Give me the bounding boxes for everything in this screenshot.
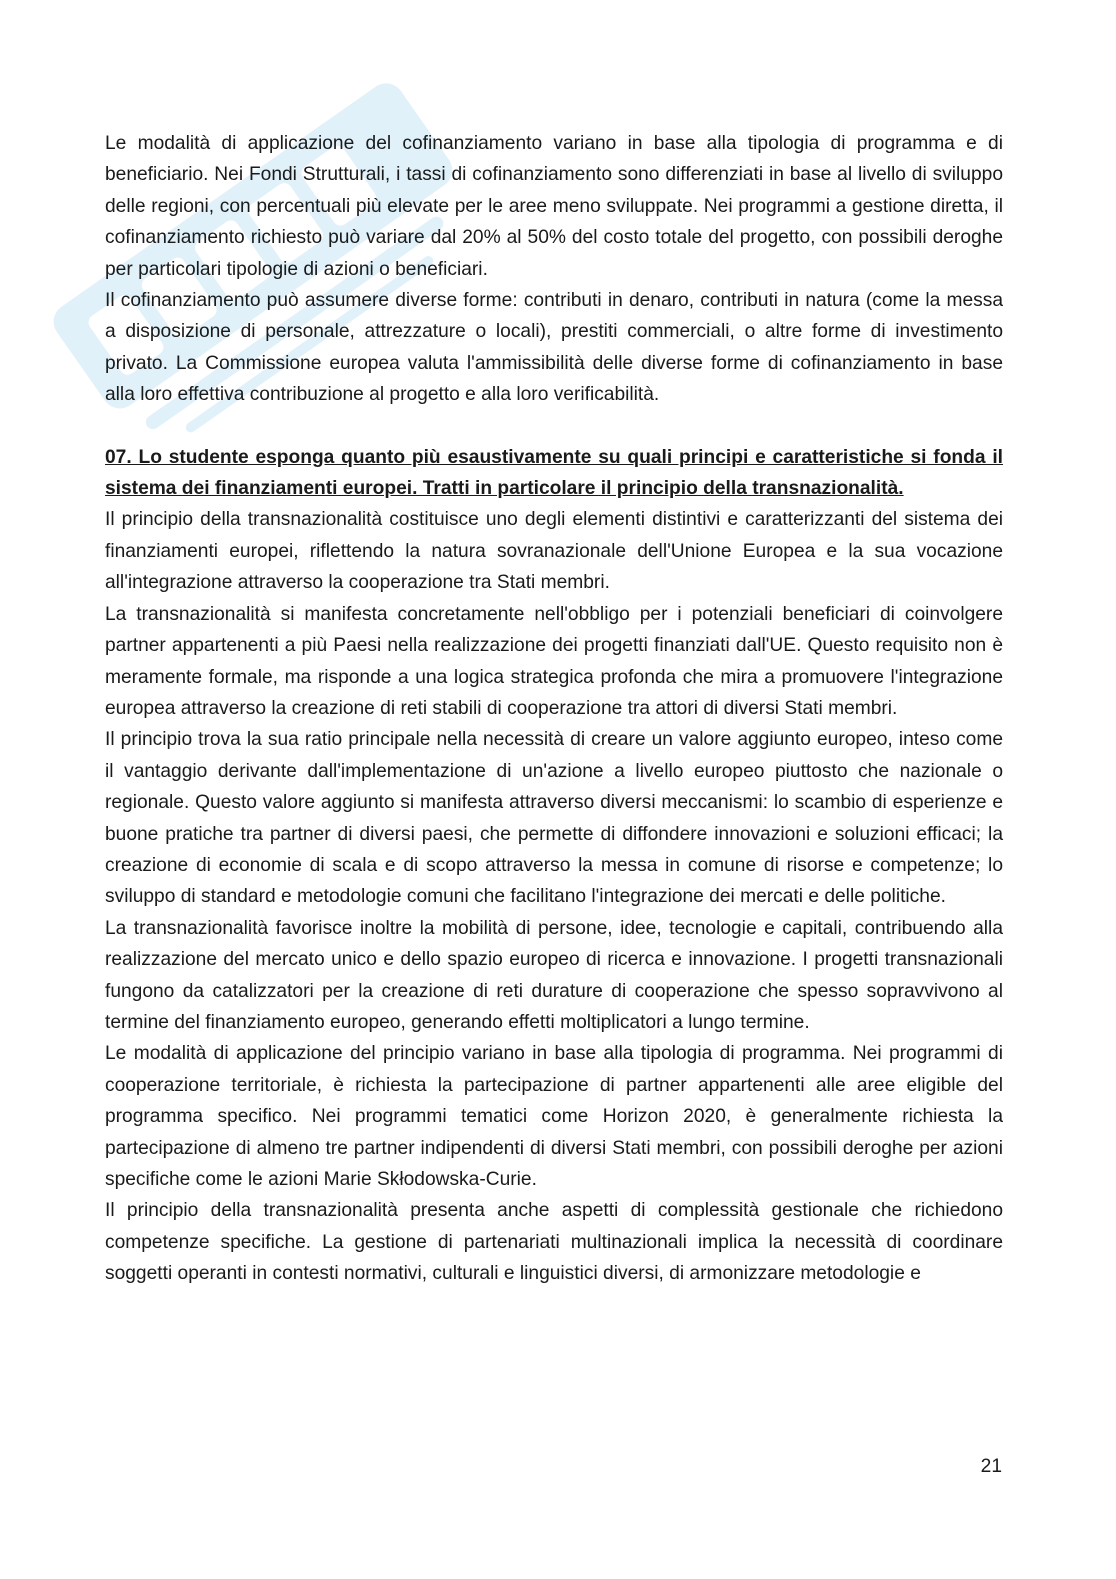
paragraph: Il principio della transnazionalità presenta anche aspetti di complessità gestionale che richiedono competenze specifiche. La gestione di partenariati multinazionali implica la necessità di coordinare soggetti operanti in contesti normativi, culturali e linguistici diversi, di armonizzare metodologie e xyxy=(105,1200,1003,1285)
paragraph: Il cofinanziamento può assumere diverse forme: contributi in denaro, contributi in natura (come la messa a disposizione di personale, attrezzature o locali), prestiti commerciali, o altre forme di investimento privato. La Commissione europea valuta l'ammissibilità delle diverse forme di cofinanziamento in base alla loro effettiva contribuzione al progetto e alla loro verificabilità. xyxy=(105,290,1003,406)
paragraph: Il principio della transnazionalità costituisce uno degli elementi distintivi e caratterizzanti del sistema dei finanziamenti europei, riflettendo la natura sovranazionale dell'Unione Europea e la sua vocazione all'integrazione attraverso la cooperazione tra Stati membri. xyxy=(105,509,1003,594)
paragraph: La transnazionalità si manifesta concretamente nell'obbligo per i potenziali beneficiari di coinvolgere partner appartenenti a più Paesi nella realizzazione dei progetti finanziati dall'UE. Questo requisito non è meramente formale, ma risponde a una logica strategica profonda che mira a promuovere l'integrazione europea attraverso la creazione di reti stabili di cooperazione tra attori di diversi Stati membri. xyxy=(105,603,1003,719)
paragraph: La transnazionalità favorisce inoltre la mobilità di persone, idee, tecnologie e capitali, contribuendo alla realizzazione del mercato unico e dello spazio europeo di ricerca e innovazione. I progetti transnazionali fungono da catalizzatori per la creazione di reti durature di cooperazione che spesso sopravvivono al termine del finanziamento europeo, generando effetti moltiplicatori a lungo termine. xyxy=(105,917,1003,1033)
question-heading: 07. Lo studente esponga quanto più esaustivamente su quali principi e caratteristiche si fonda il sistema dei finanziamenti europei. Tratti in particolare il principio della transnazionalità. xyxy=(105,446,1003,500)
document-body xyxy=(105,128,1003,1290)
paragraph-spacer xyxy=(105,411,1003,442)
paragraph: Il principio trova la sua ratio principale nella necessità di creare un valore aggiunto europeo, inteso come il vantaggio derivante dall'implementazione di un'azione a livello europeo piuttosto che nazionale o regionale. Questo valore aggiunto si manifesta attraverso diversi meccanismi: lo scambio di esperienze e buone pratiche tra partner di diversi paesi, che permette di diffondere innovazioni e soluzioni efficaci; la creazione di economie di scala e di scopo attraverso la messa in comune di risorse e competenze; lo sviluppo di standard e metodologie comuni che facilitano l'integrazione dei mercati e delle politiche. xyxy=(105,729,1003,908)
paragraph: Le modalità di applicazione del principio variano in base alla tipologia di programma. Nei programmi di cooperazione territoriale, è richiesta la partecipazione di partner appartenenti alle aree eligible del programma specifico. Nei programmi tematici come Horizon 2020, è generalmente richiesta la partecipazione di almeno tre partner indipendenti di diversi Stati membri, con possibili deroghe per azioni specifiche come le azioni Marie Skłodowska-Curie. xyxy=(105,1043,1003,1190)
paragraph: Le modalità di applicazione del cofinanziamento variano in base alla tipologia di programma e di beneficiario. Nei Fondi Strutturali, i tassi di cofinanziamento sono differenziati in base al livello di sviluppo delle regioni, con percentuali più elevate per le aree meno sviluppate. Nei programmi a gestione diretta, il cofinanziamento richiesto può variare dal 20% al 50% del costo totale del progetto, con possibili deroghe per particolari tipologie di azioni o beneficiari. xyxy=(105,133,1003,280)
page-number: 21 xyxy=(980,1456,1002,1477)
